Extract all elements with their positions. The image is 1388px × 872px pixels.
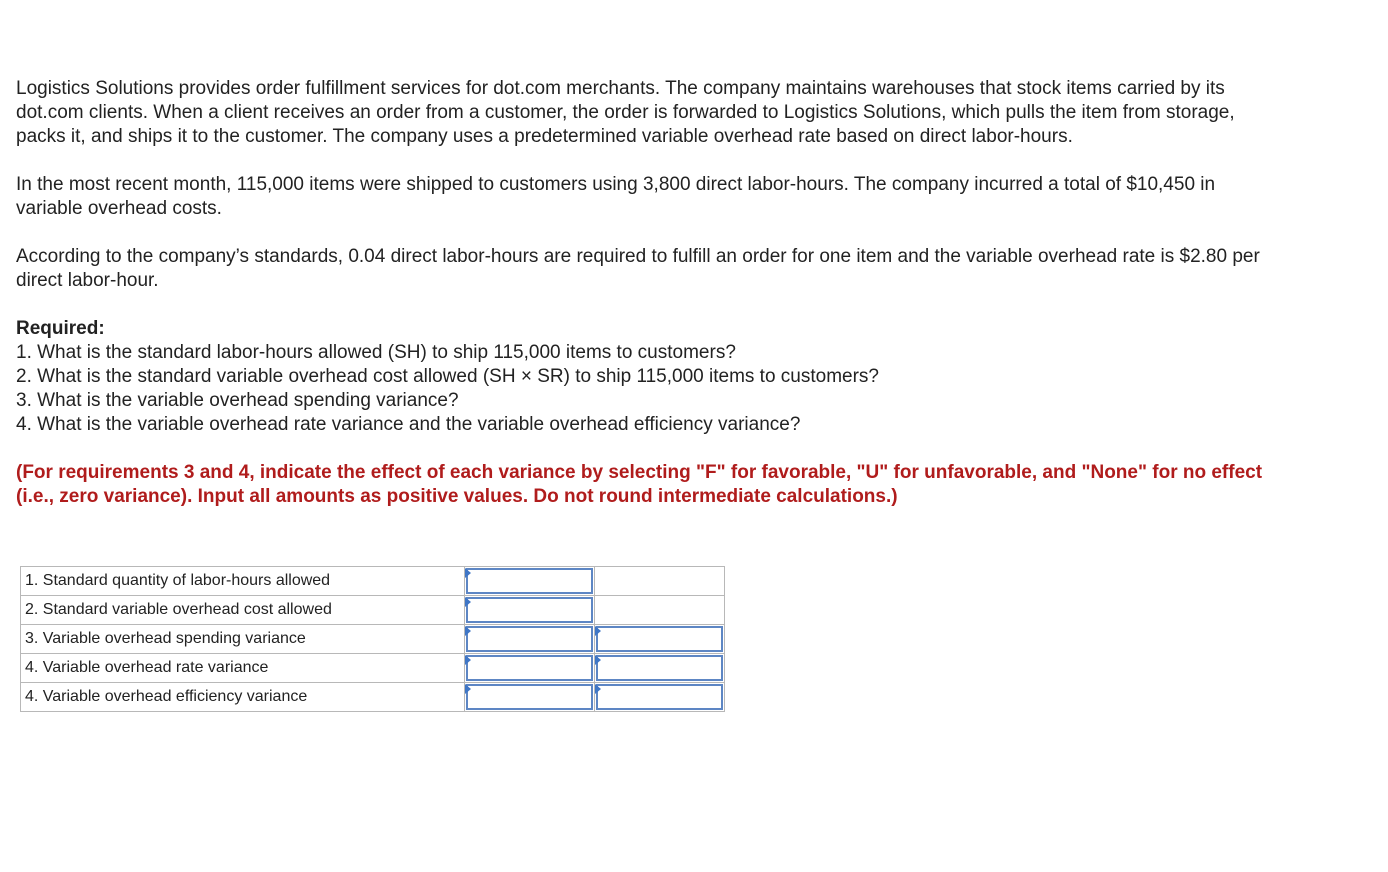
input-flag-icon [465, 655, 471, 665]
table-row [21, 654, 725, 683]
table-row [21, 683, 725, 712]
effect-select[interactable] [596, 684, 723, 710]
empty-cell [595, 596, 725, 625]
requirement-2: 2. What is the standard variable overhead cost allowed (SH × SR) to ship 115,000 items to customers? [16, 366, 879, 387]
amount-cell[interactable] [465, 567, 595, 596]
input-flag-icon [595, 655, 601, 665]
amount-input[interactable] [466, 684, 593, 710]
row-label: 1. Standard quantity of labor-hours allowed [21, 567, 465, 596]
amount-input[interactable] [466, 597, 593, 623]
row-label: 3. Variable overhead spending variance [21, 625, 465, 654]
problem-paragraph-3: According to the company’s standards, 0.04 direct labor-hours are required to fulfill an order for one item and the variable overhead rate is $2.80 per direct labor-hour. [16, 246, 1260, 291]
problem-content [16, 77, 1286, 509]
requirement-3: 3. What is the variable overhead spending variance? [16, 390, 459, 411]
problem-paragraph-1: Logistics Solutions provides order fulfillment services for dot.com merchants. The company maintains warehouses that stock items carried by its dot.com clients. When a client receives an order from a customer, the order is forwarded to Logistics Solutions, which pulls the item from storage, packs it, and ships it to the customer. The company uses a predetermined variable overhead rate based on direct labor-hours. [16, 78, 1235, 147]
effect-cell[interactable] [595, 683, 725, 712]
input-flag-icon [595, 684, 601, 694]
requirement-4: 4. What is the variable overhead rate variance and the variable overhead efficiency variance? [16, 414, 801, 435]
requirement-1: 1. What is the standard labor-hours allowed (SH) to ship 115,000 items to customers? [16, 342, 736, 363]
input-flag-icon [595, 626, 601, 636]
table-row [21, 596, 725, 625]
effect-cell[interactable] [595, 654, 725, 683]
table-row [21, 625, 725, 654]
amount-input[interactable] [466, 655, 593, 681]
row-label: 2. Standard variable overhead cost allowed [21, 596, 465, 625]
input-flag-icon [465, 597, 471, 607]
input-flag-icon [465, 568, 471, 578]
requirements-list [16, 341, 1286, 437]
row-label: 4. Variable overhead rate variance [21, 654, 465, 683]
amount-cell[interactable] [465, 596, 595, 625]
amount-input[interactable] [466, 568, 593, 594]
input-flag-icon [465, 684, 471, 694]
input-flag-icon [465, 626, 471, 636]
table-row [21, 567, 725, 596]
row-label: 4. Variable overhead efficiency variance [21, 683, 465, 712]
effect-cell[interactable] [595, 625, 725, 654]
amount-cell[interactable] [465, 625, 595, 654]
effect-select[interactable] [596, 655, 723, 681]
effect-select[interactable] [596, 626, 723, 652]
empty-cell [595, 567, 725, 596]
problem-paragraph-2: In the most recent month, 115,000 items were shipped to customers using 3,800 direct labor-hours. The company incurred a total of $10,450 in variable overhead costs. [16, 174, 1216, 219]
required-heading: Required: [16, 318, 105, 339]
answer-table [20, 566, 725, 712]
amount-input[interactable] [466, 626, 593, 652]
instruction-text: (For requirements 3 and 4, indicate the effect of each variance by selecting "F" for favorable, "U" for unfavorable, and "None" for no effect (i.e., zero variance). Input all amounts as positive values. Do not round intermediate calculations.) [16, 462, 1263, 507]
amount-cell[interactable] [465, 654, 595, 683]
amount-cell[interactable] [465, 683, 595, 712]
